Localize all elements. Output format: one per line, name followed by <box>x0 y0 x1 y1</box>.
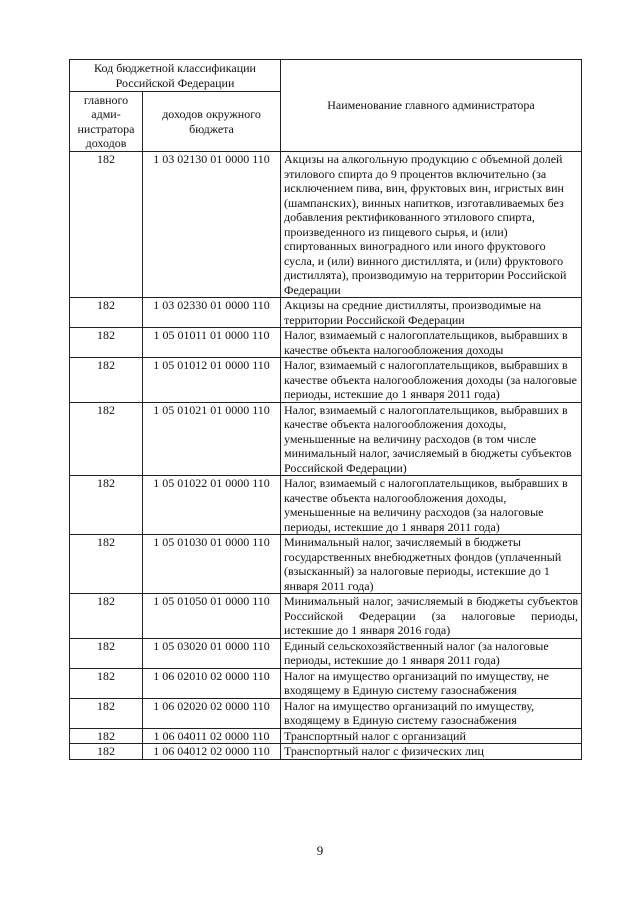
budget-code-cell: 1 05 01050 01 0000 110 <box>143 594 281 639</box>
administrator-name-cell: Налог, взимаемый с налогоплательщиков, выбравших в качестве объекта налогообложения доходы, уменьшенные на величину расходов (за налоговые периоды, истекшие до 1 января 2011 года) <box>281 476 582 535</box>
budget-code-cell: 1 05 01011 01 0000 110 <box>143 328 281 358</box>
administrator-name-cell: Налог на имущество организаций по имуществу, не входящему в Единую систему газоснабжения <box>281 668 582 698</box>
administrator-code-cell: 182 <box>70 698 143 728</box>
budget-code-cell: 1 06 02010 02 0000 110 <box>143 668 281 698</box>
administrator-code-cell: 182 <box>70 402 143 476</box>
header-chief-administrator: главного адми-нистратора доходов <box>70 92 143 152</box>
administrator-code-cell: 182 <box>70 728 143 744</box>
administrator-name-cell: Налог на имущество организаций по имуществу, входящему в Единую систему газоснабжения <box>281 698 582 728</box>
administrator-code-cell: 182 <box>70 298 143 328</box>
administrator-code-cell: 182 <box>70 476 143 535</box>
administrator-name-cell: Единый сельскохозяйственный налог (за налоговые периоды, истекшие до 1 января 2011 года) <box>281 638 582 668</box>
administrator-name-cell: Акцизы на средние дистилляты, производимые на территории Российской Федерации <box>281 298 582 328</box>
administrator-name-cell: Транспортный налог с организаций <box>281 728 582 744</box>
table-row <box>70 152 582 298</box>
administrator-code-cell: 182 <box>70 744 143 760</box>
budget-code-cell: 1 05 01021 01 0000 110 <box>143 402 281 476</box>
table-row <box>70 744 582 760</box>
table-row <box>70 594 582 639</box>
budget-code-cell: 1 06 02020 02 0000 110 <box>143 698 281 728</box>
budget-code-cell: 1 03 02330 01 0000 110 <box>143 298 281 328</box>
budget-code-cell: 1 06 04011 02 0000 110 <box>143 728 281 744</box>
budget-code-cell: 1 05 01030 01 0000 110 <box>143 535 281 594</box>
table-row <box>70 698 582 728</box>
header-administrator-name: Наименование главного администратора <box>281 60 582 152</box>
header-budget-classification: Код бюджетной классификации Российской Федерации <box>70 60 281 92</box>
administrator-name-cell: Акцизы на алкогольную продукцию с объемной долей этилового спирта до 9 процентов включительно (за исключением пива, вин, фруктовых вин, игристых вин (шампанских), винных напитков, изготавливаемых без добавления ректификованного этилового спирта, произведенного из пищевого сырья, и (или) спиртованных виноградного или иного фруктового сусла, и (или) винного дистиллята, и (или) фруктового дистиллята), производимую на территории Российской Федерации <box>281 152 582 298</box>
table-row <box>70 476 582 535</box>
table-row <box>70 535 582 594</box>
administrator-name-cell: Транспортный налог с физических лиц <box>281 744 582 760</box>
budget-code-cell: 1 05 01012 01 0000 110 <box>143 358 281 403</box>
table-body <box>70 152 582 760</box>
administrator-code-cell: 182 <box>70 594 143 639</box>
budget-code-cell: 1 03 02130 01 0000 110 <box>143 152 281 298</box>
table-row <box>70 728 582 744</box>
table-row <box>70 358 582 403</box>
administrator-code-cell: 182 <box>70 638 143 668</box>
table-row <box>70 328 582 358</box>
budget-classification-table <box>69 59 582 760</box>
budget-code-cell: 1 05 03020 01 0000 110 <box>143 638 281 668</box>
administrator-name-cell: Налог, взимаемый с налогоплательщиков, выбравших в качестве объекта налогообложения доходы <box>281 328 582 358</box>
administrator-name-cell: Налог, взимаемый с налогоплательщиков, выбравших в качестве объекта налогообложения доходы, уменьшенные на величину расходов (в том числе минимальный налог, зачисляемый в бюджеты субъектов Российской Федерации) <box>281 402 582 476</box>
table-row <box>70 638 582 668</box>
header-district-income: доходов окружного бюджета <box>143 92 281 152</box>
budget-code-cell: 1 05 01022 01 0000 110 <box>143 476 281 535</box>
administrator-code-cell: 182 <box>70 328 143 358</box>
table-row <box>70 298 582 328</box>
page-number: 9 <box>316 843 324 858</box>
administrator-name-cell: Минимальный налог, зачисляемый в бюджеты субъектов Российской Федерации (за налоговые периоды, истекшие до 1 января 2016 года) <box>281 594 582 639</box>
administrator-name-cell: Минимальный налог, зачисляемый в бюджеты государственных внебюджетных фондов (уплаченный (взысканный) за налоговые периоды, истекшие до 1 января 2011 года) <box>281 535 582 594</box>
administrator-code-cell: 182 <box>70 535 143 594</box>
table-row <box>70 402 582 476</box>
administrator-name-cell: Налог, взимаемый с налогоплательщиков, выбравших в качестве объекта налогообложения доходы (за налоговые периоды, истекшие до 1 января 2011 года) <box>281 358 582 403</box>
table-row <box>70 668 582 698</box>
budget-code-cell: 1 06 04012 02 0000 110 <box>143 744 281 760</box>
administrator-code-cell: 182 <box>70 668 143 698</box>
administrator-code-cell: 182 <box>70 152 143 298</box>
administrator-code-cell: 182 <box>70 358 143 403</box>
